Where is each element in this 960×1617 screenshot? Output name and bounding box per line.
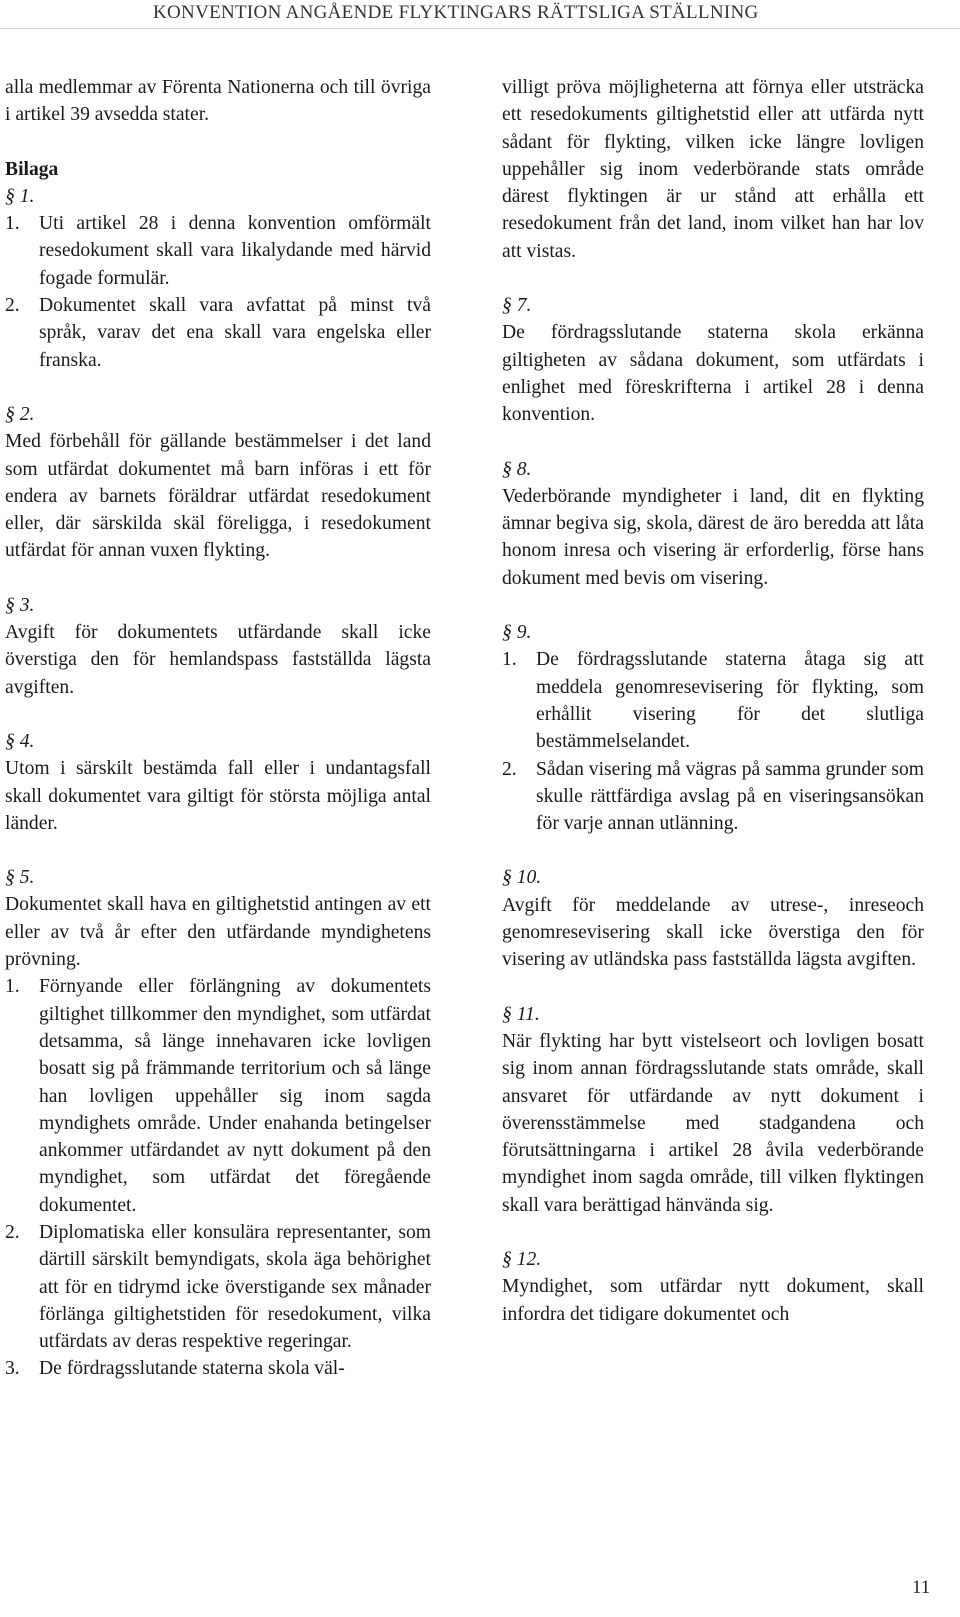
section-text-11: När flykting har bytt vistelseort och lovligen bosatt sig inom annan fördragsslutande stats område, skall ansvaret för utfärdande av nytt dokument i överensstämmelse med stadgandena och förutsättningarna i artikel 28 åvila vederbörande myndighet inom sagda område, till vilken flyktingen skall vara berättigad hänvända sig. <box>502 1030 924 1216</box>
section-text-7: De fördragsslutande staterna skola erkänna giltigheten av sådana dokument, som utfärdats i enlighet med föreskrifterna i artikel 28 i denna konvention. <box>502 322 924 426</box>
section-heading-11: § 11. <box>502 1003 540 1025</box>
section-heading-8: § 8. <box>502 458 532 480</box>
list-item: 3. De fördragsslutande staterna skola väl- <box>5 1358 345 1380</box>
list-item: 2. Diplomatiska eller konsulära representanter, som därtill särskilt bemyndigats, skola äga behörighet att för en tidrymd icke överstigande sex månader förlänga giltighetstiden för resedokument, vilka utfärdats av deras respektive regeringar. <box>5 1221 431 1353</box>
section-heading-5: § 5. <box>5 867 35 889</box>
section-heading-12: § 12. <box>502 1248 542 1270</box>
header-title: KONVENTION ANGÅENDE FLYKTINGARS RÄTTSLIGA STÄLLNING <box>153 2 759 23</box>
section-text-8: Vederbörande myndigheter i land, dit en flykting ämnar begiva sig, skola, därest de äro beredda att låta honom inresa och visering är erforderlig, förse hans dokument med bevis om visering. <box>502 485 924 589</box>
section-heading-4: § 4. <box>5 730 35 752</box>
section-text-4: Utom i särskilt bestämda fall eller i undantagsfall skall dokumentet vara giltigt för största möjliga antal länder. <box>5 758 431 834</box>
section-heading-9: § 9. <box>502 622 532 644</box>
list-item: 1. Uti artikel 28 i denna konvention omförmält resedokument skall vara likalydande med härvid fogade formulär. <box>5 213 431 289</box>
section-heading-7: § 7. <box>502 295 532 317</box>
running-header <box>0 0 960 29</box>
continued-text: villigt pröva möjligheterna att förnya eller utsträcka ett resedokuments giltighetstid eller att utfärda nytt sådant för flykting, vilken icke längre lovligen uppehåller sig inom vederbörande stats område därest flyktingen är ur stånd att erhålla ett resedokument från det land, inom vilket han har lov att vistas. <box>502 77 924 262</box>
section-heading-10: § 10. <box>502 867 542 889</box>
page-number: 11 <box>912 1577 931 1598</box>
list-item: 2. Sådan visering må vägras på samma grunder som skulle rättfärdiga avslag på en viseringsansökan för varje annan utlänning. <box>502 758 924 835</box>
section-text-5: Dokumentet skall hava en giltighetstid antingen av ett eller av två år efter den utfärdande myndighetens prövning. <box>5 894 431 971</box>
list-item: 1. Förnyande eller förlängning av dokumentets giltighet tillkommer den myndighet, som utfärdat detsamma, så länge innehavaren icke lovligen bosatt sig på främmande territorium och så länge han lovligen uppehåller sig inom sagda myndighets område. Under enahanda betingelser ankommer utfärdandet av nytt dokument på den myndighet, som utfärdat det föregående dokumentet. <box>5 976 431 1216</box>
section-heading-1: § 1. <box>5 185 35 207</box>
left-column <box>5 74 431 1383</box>
list-item: 1. De fördragsslutande staterna åtaga sig att meddela genomresevisering för flykting, som erhållit visering för det slutliga bestämmelselandet. <box>502 649 924 753</box>
list-item: 2. Dokumentet skall vara avfattat på minst två språk, varav det ena skall vara engelska eller franska. <box>5 295 431 371</box>
section-text-3: Avgift för dokumentets utfärdande skall icke överstiga den för hemlandspass fastställda lägsta avgiften. <box>5 622 431 698</box>
bilaga-heading: Bilaga <box>5 158 59 180</box>
section-text-12: Myndighet, som utfärdar nytt dokument, skall infordra det tidigare dokumentet och <box>502 1276 924 1325</box>
intro-text: alla medlemmar av Förenta Nationerna och till övriga i artikel 39 avsedda stater. <box>5 77 431 126</box>
section-text-2: Med förbehåll för gällande bestämmelser i det land som utfärdat dokumentet må barn införas i ett för endera av barnets föräldrar utfärdat resedokument eller, där särskilda skäl föreligga, i resedokument utfärdat för annan vuxen flykting. <box>5 431 431 562</box>
section-heading-3: § 3. <box>5 594 35 616</box>
right-column <box>502 74 924 1328</box>
section-heading-2: § 2. <box>5 403 35 425</box>
section-text-10: Avgift för meddelande av utrese-, inreseoch genomresevisering skall icke överstiga den för visering av utländska pass fastställda lägsta avgiften. <box>502 894 924 971</box>
